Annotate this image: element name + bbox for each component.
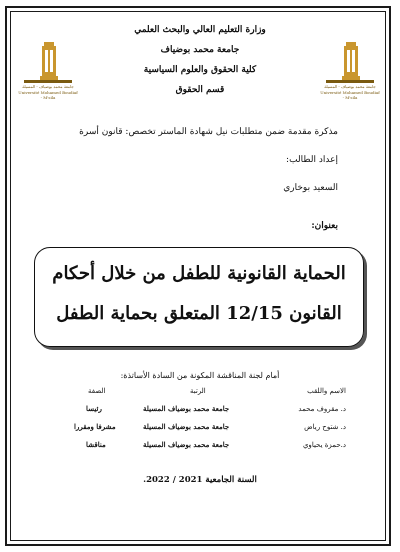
logo-caption-ar-right: جامعة محمد بوضياف - المسيلة — [324, 84, 376, 89]
member-role: رئيسا — [86, 404, 102, 413]
member-role: مناقشا — [86, 440, 106, 449]
logo-caption-en-left: Université Mohamed Boudiaf - M'sila — [18, 90, 78, 100]
header-rank: الرتبة — [190, 387, 206, 395]
thesis-title-line2: القانون 12/15 المتعلق بحماية الطفل — [56, 303, 342, 324]
student-name: السعيد بوخاري — [283, 183, 338, 193]
department-name: قسم الحقوق — [175, 85, 225, 95]
committee-intro: أمام لجنة المناقشة المكونة من السادة الأساتذة: — [120, 371, 280, 380]
faculty-name: كلية الحقوق والعلوم السياسية — [143, 65, 257, 75]
member-name: د. شتوح رياض — [304, 423, 346, 431]
university-name: جامعة محمد بوضياف — [160, 45, 240, 55]
member-name: د. مقروف محمد — [298, 405, 346, 413]
logo-caption-en-right: Université Mohamed Boudiaf - M'sila — [320, 90, 380, 100]
ministry-name: وزارة التعليم العالي والبحث العلمي — [134, 25, 266, 35]
member-rank: جامعة محمد بوضياف المسيلة — [143, 404, 230, 413]
academic-year: السنة الجامعية 2021 / 2022. — [143, 475, 257, 485]
member-name: د.حمزة يحياوي — [302, 441, 346, 449]
member-rank: جامعة محمد بوضياف المسيلة — [143, 422, 230, 431]
member-rank: جامعة محمد بوضياف المسيلة — [143, 440, 230, 449]
thesis-title-line1: الحماية القانونية للطفل من خلال أحكام — [52, 263, 346, 284]
member-role: مشرفا ومقررا — [74, 422, 116, 431]
prepared-by-label: إعداد الطالب: — [286, 155, 338, 165]
title-label: بعنوان: — [311, 221, 338, 231]
logo-caption-ar-left: جامعة محمد بوضياف - المسيلة — [22, 84, 74, 89]
memo-description: مذكرة مقدمة ضمن متطلبات نيل شهادة الماستر تخصص: قانون أسرة — [79, 127, 338, 137]
header-name: الاسم واللقب — [307, 387, 346, 395]
header-role: الصفة — [88, 387, 106, 395]
